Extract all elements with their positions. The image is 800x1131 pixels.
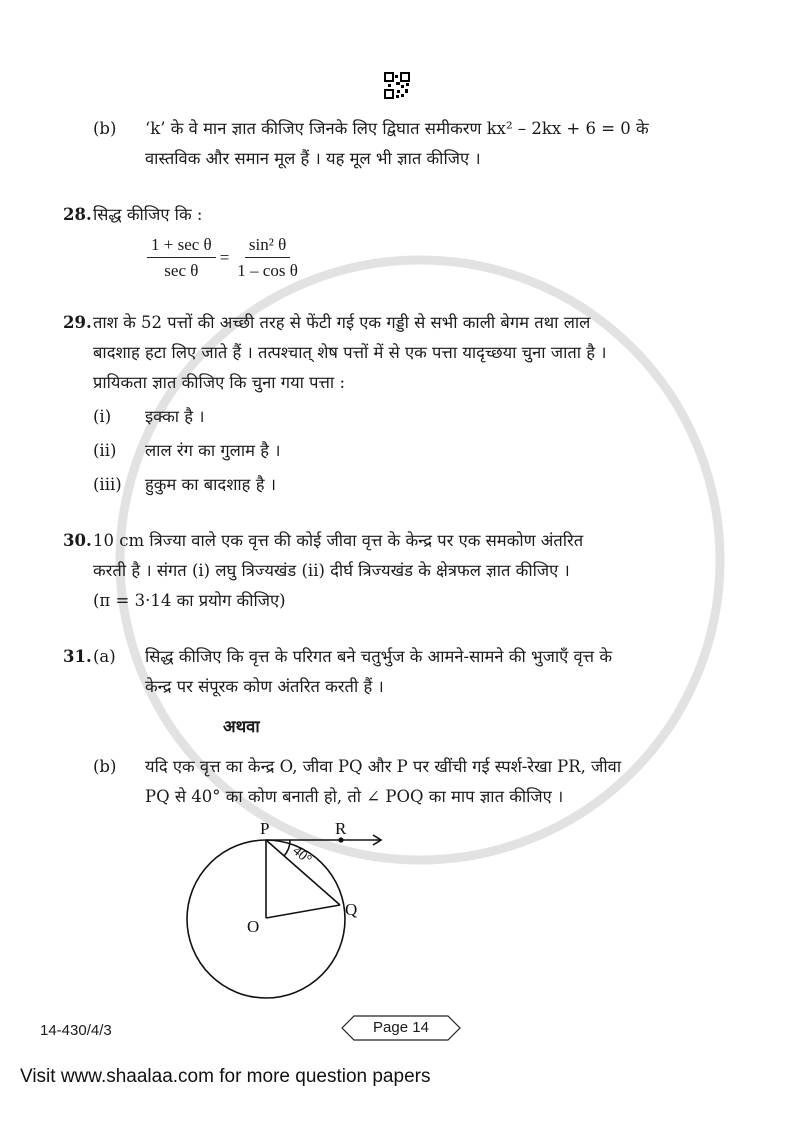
question-31a-line2: केन्द्र पर संपूरक कोण अंतरित करती हैं । bbox=[145, 676, 384, 696]
footer bbox=[40, 1014, 725, 1054]
label-R: R bbox=[335, 819, 347, 838]
or-separator: अथवा bbox=[223, 716, 260, 736]
question-28-number: 28. bbox=[63, 205, 92, 224]
question-28-intro: सिद्ध कीजिए कि : bbox=[93, 205, 203, 224]
question-29-line1: ताश के 52 पत्तों की अच्छी तरह से फेंटी गई एक गड्डी से सभी काली बेगम तथा लाल bbox=[93, 312, 591, 332]
circle-tangent-diagram bbox=[173, 820, 393, 1000]
qr-code-icon bbox=[384, 72, 410, 100]
label-Q: Q bbox=[345, 899, 358, 919]
visit-link[interactable]: Visit www.shaalaa.com for more question papers bbox=[20, 1065, 431, 1087]
question-31-number: 31. bbox=[63, 646, 92, 666]
page-number: Page 14 bbox=[373, 1018, 429, 1036]
question-31 bbox=[63, 642, 725, 1000]
question-29-item-text: लाल रंग का गुलाम है । bbox=[145, 440, 281, 460]
equals-sign: = bbox=[219, 248, 230, 268]
question-31a-label: (a) bbox=[93, 646, 116, 666]
lhs-numerator: 1 + sec θ bbox=[147, 235, 216, 258]
lhs-denominator: sec θ bbox=[164, 261, 199, 281]
question-31b-line1: यदि एक वृत्त का केन्द्र O, जीवा PQ और P पर खींची गई स्पर्श-रेखा PR, जीवा bbox=[145, 756, 622, 776]
label-O: O bbox=[247, 916, 260, 936]
question-29-item-label: (ii) bbox=[93, 440, 117, 460]
question-30-line2: करती है । संगत (i) लघु त्रिज्यखंड (ii) दीर्घ त्रिज्यखंड के क्षेत्रफल ज्ञात कीजिए । bbox=[93, 560, 570, 580]
question-31a-line1: सिद्ध कीजिए कि वृत्त के परिगत बने चतुर्भुज के आमने-सामने की भुजाएँ वृत्त के bbox=[145, 646, 612, 666]
rhs-numerator: sin² θ bbox=[245, 235, 290, 258]
page-badge bbox=[340, 1014, 462, 1042]
question-29-line3: प्रायिकता ज्ञात कीजिए कि चुना गया पत्ता : bbox=[93, 372, 346, 392]
label-P: P bbox=[260, 819, 270, 838]
question-29-item-text: इक्का है । bbox=[145, 406, 205, 426]
question-27b-line2: वास्तविक और समान मूल हैं । यह मूल भी ज्ञात कीजिए । bbox=[145, 149, 481, 168]
radius-OQ bbox=[266, 905, 340, 918]
question-29-item-text: हुकुम का बादशाह है । bbox=[145, 474, 276, 494]
question-30 bbox=[63, 526, 725, 616]
question-29-line2: बादशाह हटा लिए जाते हैं । तत्पश्चात् शेष पत्तों में से एक पत्ता यादृच्छया चुना जाता है । bbox=[93, 342, 607, 362]
question-30-line3: (π = 3·14 का प्रयोग कीजिए) bbox=[93, 590, 286, 610]
question-29-item-label: (iii) bbox=[93, 474, 122, 494]
question-31b-line2: PQ से 40° का कोण बनाती हो, तो ∠ POQ का माप ज्ञात कीजिए । bbox=[145, 786, 564, 806]
question-28-equation bbox=[143, 235, 306, 282]
question-27b-label: (b) bbox=[93, 119, 117, 138]
question-29-number: 29. bbox=[63, 312, 92, 332]
question-29-item-label: (i) bbox=[93, 406, 112, 426]
rhs-denominator: 1 – cos θ bbox=[237, 261, 298, 281]
paper-code: 14-430/4/3 bbox=[40, 1021, 112, 1039]
question-30-line1: 10 cm त्रिज्या वाले एक वृत्त की कोई जीवा वृत्त के केन्द्र पर एक समकोण अंतरित bbox=[93, 530, 584, 550]
question-27b-line1: ‘k’ के वे मान ज्ञात कीजिए जिनके लिए द्विघात समीकरण kx² – 2kx + 6 = 0 के bbox=[145, 119, 649, 138]
question-27b bbox=[63, 114, 725, 174]
question-30-number: 30. bbox=[63, 530, 92, 550]
question-28 bbox=[63, 200, 725, 282]
point-R bbox=[338, 837, 343, 842]
label-angle: 40° bbox=[289, 843, 315, 868]
question-31b-label: (b) bbox=[93, 756, 117, 776]
question-29 bbox=[63, 308, 725, 500]
